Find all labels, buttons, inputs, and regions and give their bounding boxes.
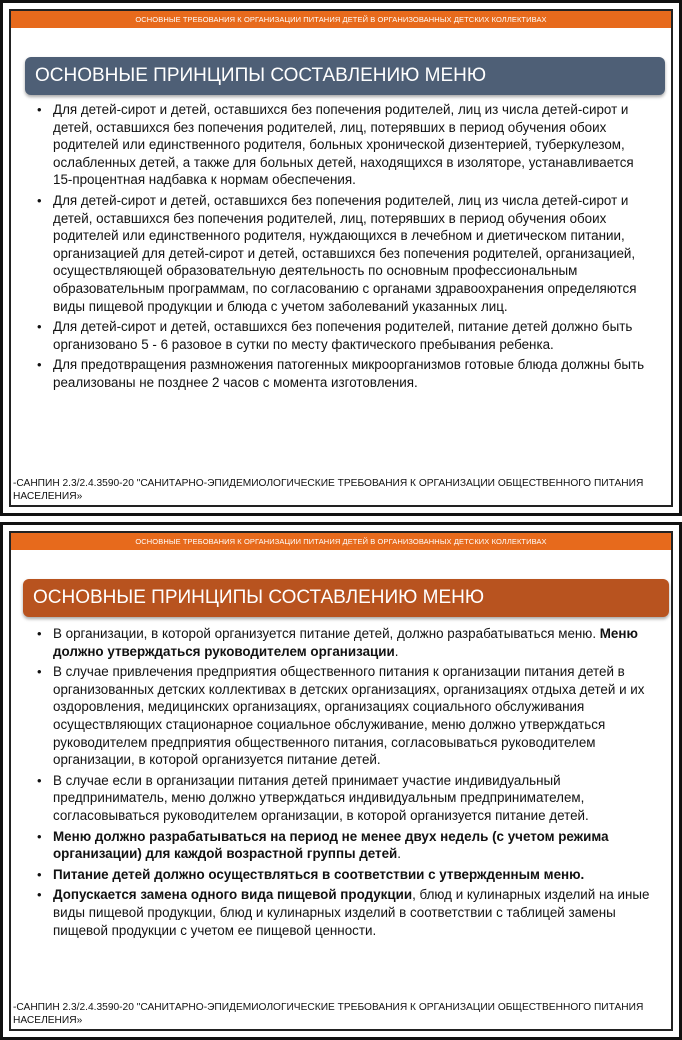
bullet-icon: •	[37, 664, 42, 680]
list-item: • Для предотвращения размножения патогенных микроорганизмов готовые блюда должны быть реализованы не позднее 2 часов с момента изготовления.	[37, 357, 645, 390]
slide-2-header-bar: ОСНОВНЫЕ ТРЕБОВАНИЯ К ОРГАНИЗАЦИИ ПИТАНИЯ ДЕТЕЙ В ОРГАНИЗОВАННЫХ ДЕТСКИХ КОЛЛЕКТИВАХ	[11, 533, 671, 550]
slide-2	[0, 522, 682, 1040]
bullet-icon: •	[37, 192, 42, 208]
slide-1-source-note: -САНПИН 2.3/2.4.3590-20 "САНИТАРНО-ЭПИДЕМИОЛОГИЧЕСКИЕ ТРЕБОВАНИЯ К ОРГАНИЗАЦИИ ОБЩЕСТВЕННОГО ПИТАНИЯ НАСЕЛЕНИЯ»	[13, 478, 644, 502]
list-item: • Для детей-сирот и детей, оставшихся без попечения родителей, лиц из числа детей-сирот и детей, оставшихся без попечения родителей, лиц, потерявших в период обучения обоих родителей или единственного родителя, больных хронической дизентерией, туберкулезом, ослабленных детей, а также для больных детей, находящихся в изоляторе, устанавливается 15-процентная надбавка к нормам обеспечения.	[37, 102, 634, 188]
bullet-icon: •	[37, 319, 42, 335]
list-item: • Питание детей должно осуществляться в соответствии с утвержденным меню.	[37, 866, 585, 882]
list-item: • Для детей-сирот и детей, оставшихся без попечения родителей, питание детей должно быть организовано 5 - 6 разовое в сутки по месту фактического пребывания ребенка.	[37, 319, 633, 352]
slide-2-source-note: -САНПИН 2.3/2.4.3590-20 "САНИТАРНО-ЭПИДЕМИОЛОГИЧЕСКИЕ ТРЕБОВАНИЯ К ОРГАНИЗАЦИИ ОБЩЕСТВЕННОГО ПИТАНИЯ НАСЕЛЕНИЯ»	[13, 1002, 644, 1026]
slide-2-title: ОСНОВНЫЕ ПРИНЦИПЫ СОСТАВЛЕНИЮ МЕНЮ	[23, 579, 669, 617]
slide-1	[0, 0, 682, 516]
slide-1-header-bar: ОСНОВНЫЕ ТРЕБОВАНИЯ К ОРГАНИЗАЦИИ ПИТАНИЯ ДЕТЕЙ В ОРГАНИЗОВАННЫХ ДЕТСКИХ КОЛЛЕКТИВАХ	[11, 11, 671, 28]
slide-1-bullet-list	[37, 101, 651, 395]
list-item: • В случае если в организации питания детей принимает участие индивидуальный предприниматель, меню должно утверждаться индивидуальным предпринимателем, согласовываться руководителем организации, в которой организуется питание детей.	[37, 772, 589, 823]
bullet-icon: •	[37, 887, 42, 903]
bullet-icon: •	[37, 357, 42, 373]
list-item: • Для детей-сирот и детей, оставшихся без попечения родителей, лиц из числа детей-сирот и детей, оставшихся без попечения родителей, лиц, потерявших в период обучения обоих родителей или единственного родителя, нуждающихся в лечебном и диетическом питании, организацией для детей-сирот и детей, оставшихся без попечения родителей, организацией, осуществляющей образовательную деятельность по основным профессиональным образовательным программам, по согласованию с органами здравоохранения определяются виды пищевой продукции и блюда с учетом заболеваний указанных лиц.	[37, 192, 637, 314]
bullet-icon: •	[37, 828, 42, 844]
list-item: • В организации, в которой организуется питание детей, должно разрабатываться меню. Меню должно утверждаться руководителем организации.	[37, 626, 638, 659]
bullet-icon: •	[37, 866, 42, 882]
slide-1-frame	[9, 9, 673, 507]
bullet-icon: •	[37, 102, 42, 117]
slide-1-title: ОСНОВНЫЕ ПРИНЦИПЫ СОСТАВЛЕНИЮ МЕНЮ	[25, 57, 665, 95]
list-item: • Допускается замена одного вида пищевой продукции, блюд и кулинарных изделий на иные виды пищевой продукции, блюд и кулинарных изделий в соответствии с таблицей замены пищевой продукции с учетом ее пищевой ценности.	[37, 887, 650, 938]
bullet-icon: •	[37, 772, 42, 788]
list-item: • В случае привлечения предприятия общественного питания к организации питания детей в организованных детских коллективах в детских организациях, организациях отдыха детей и их оздоровления, медицинских организациях, организациях социального обслуживания осуществляющих стационарное социальное обслуживание, меню должно утверждаться руководителем предприятия общественного питания, согласовываться руководителем организации, в которой организуется питание детей.	[37, 664, 645, 768]
slide-2-frame	[9, 531, 673, 1031]
bullet-icon: •	[37, 626, 42, 641]
slide-2-bullet-list	[37, 625, 651, 942]
list-item: • Меню должно разрабатываться на период не менее двух недель (с учетом режима организации) для каждой возрастной группы детей.	[37, 828, 609, 862]
